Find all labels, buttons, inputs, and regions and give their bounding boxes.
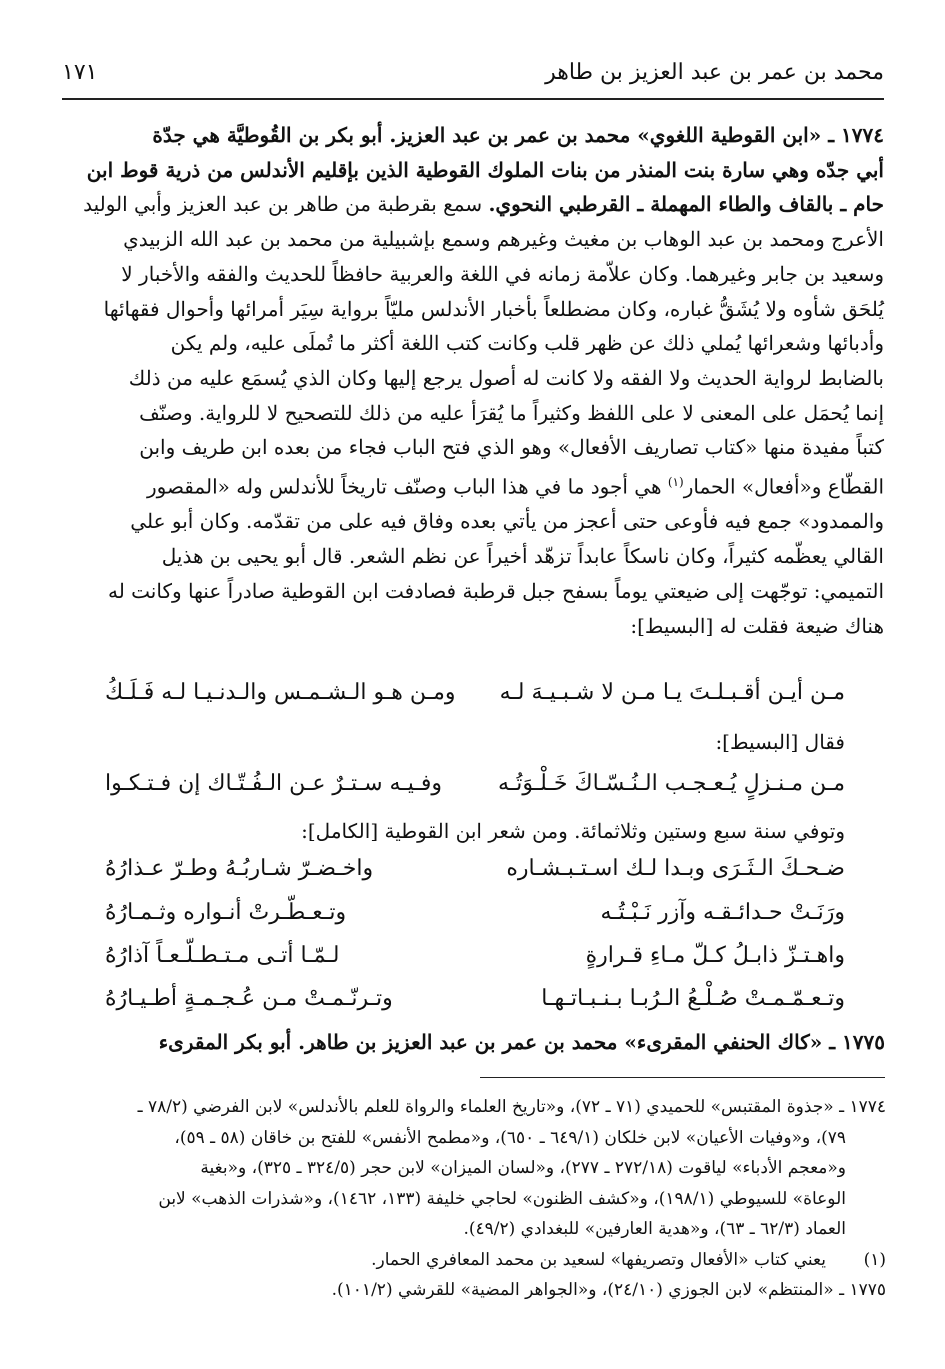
entry-line <box>60 118 884 153</box>
verse-second-hemistich: وتـعـطّـرتْ أنـواره وثـمـارُهُ <box>105 899 347 925</box>
verse-second-hemistich: وفـيـه سـتـرٌ عـن الـفُـتّـاك إن فـتـكـوا <box>105 770 442 796</box>
entry-line: بالضابط لرواية الحديث ولا الفقه ولا كانت له أصول يرجع إليها وكان الذي يُسمَع عليه من ذلك <box>128 365 884 390</box>
entry-line: القالي يعظّمه كثيراً، وكان ناسكاً عابداً تزهّد أخيراً عن نظم الشعر. قال أبو يحيى بن هذيل <box>161 544 884 569</box>
poem-line <box>105 892 845 932</box>
poem-line <box>105 978 845 1018</box>
verse-first-hemistich: مـن أيـن أقـبـلـتَ يـا مـن لا شـبـيـهَ لـه <box>499 679 845 705</box>
footnote-line: ٧٩)، و«وفيات الأعيان» لابن خلكان (٦٤٩/١ ـ ٦٥٠)، و«مطمح الأنفس» للفتح بن خاقان (٥٨ ـ ٥٩)، <box>174 1127 846 1148</box>
entry-line: وسعيد بن جابر وغيرهما. وكان علاّمة زمانه في اللغة والعربية حافظاً للحديث والفقه والأخبار لا <box>121 261 884 286</box>
entry-1775: ١٧٧٥ ـ «كاك الحنفي المقرىء» محمد بن عمر بن عبد العزيز بن طاهر. أبو بكر المقرىء <box>158 1030 885 1054</box>
running-title: محمد بن عمر بن عبد العزيز بن طاهر <box>545 59 884 85</box>
entry-line: يُلحَق شأوه ولا يُشَقُّ غباره، وكان مضطلعاً بأخبار الأندلس مليّاً برواية سِيَر أمرائها وأحوال فقهائها <box>103 296 884 321</box>
footnote-number: (١) <box>863 1249 886 1270</box>
footnote-reference: (١) <box>667 475 684 490</box>
footnote-line: ١٧٧٤ ـ «جذوة المقتبس» للحميدي (٧١ ـ ٧٢)، و«تاريخ العلماء والرواة للعلم بالأندلس» لابن الفرضي (٧٨/٢ ـ <box>137 1097 886 1117</box>
verse-second-hemistich: واخـضـرّ شـاربُـهُ وطـرّ عـذارُهُ <box>105 855 374 881</box>
verse-first-hemistich: ورَنَـتْ حـدائـقـه وآزر نَـبْـتُـه <box>600 899 845 925</box>
footnote-line: و«معجم الأدباء» لياقوت (٢٧٢/١٨ ـ ٢٧٧)، و«لسان الميزان» لابن حجر (٣٢٤/٥ ـ ٣٢٥)، و«بغية <box>200 1158 846 1178</box>
footnote-line: العماد (٦٢/٣ ـ ٦٣)، و«هدية العارفين» للبغدادي (٤٩/٢). <box>463 1219 846 1239</box>
entry-line: كتباً مفيدة منها «كتاب تصاريف الأفعال» وهو الذي فتح الباب فجاء من بعده ابن طريف وابن <box>139 435 884 460</box>
footnotes <box>60 1092 886 1306</box>
entry-heading: ١٧٧٤ ـ «ابن القوطية اللغوي» محمد بن عمر بن عبد العزيز. أبو بكر بن القُوطيَّة هي جدّة <box>152 123 884 147</box>
verse-line <box>105 672 845 712</box>
entry-line: التميمي: توجّهت إلى ضيعتي يوماً بسفح جبل قرطبة فصادفت ابن القوطية صادراً عنها وكانت له <box>107 578 884 603</box>
entry-text: سمع بقرطبة من طاهر بن عبد العزيز وأبي الوليد <box>83 192 489 217</box>
verse-line <box>105 763 845 803</box>
entry-line: وأدبائها وشعرائها يُملي ذلك عن ظهر قلب وكانت كتب اللغة أكثر ما تُملَى عليه، ولم يكن <box>170 331 884 356</box>
entry-line <box>60 153 884 188</box>
entry-1774 <box>60 118 884 643</box>
footnote-line: ١٧٧٥ ـ «المنتظم» لابن الجوزي (٢٤/١٠)، و«الجواهر المضية» للقرشي (١٠١/٢). <box>331 1280 886 1300</box>
death-line: وتوفي سنة سبع وستين وثلاثمائة. ومن شعر ابن القوطية [الكامل]: <box>301 819 845 843</box>
header-rule <box>62 98 884 100</box>
entry-line: إنما يُحمَل على المعنى لا على اللفظ وكثيراً ما يُقرَأ عليه من ذلك للتصحيح لا للرواية. وصنّف <box>139 400 884 425</box>
entry-line <box>60 187 884 222</box>
verse-first-hemistich: ضـحـكَ الـثَـرَى وبـدا لـك اسـتـبـشـاره <box>506 855 845 881</box>
entry-text: هي أجود ما في هذا الباب وصنّف تاريخاً للأندلس وله «المقصور <box>146 474 668 499</box>
verse-first-hemistich: مـن مـنـزلٍ يُـعـجـب الـنُـسّـاكَ خَـلْـوَتُـه <box>497 770 845 796</box>
verse-second-hemistich: لـمّـا أتـى مـتـطـلّـعـاً آذارُهُ <box>105 942 340 968</box>
poem-line <box>105 848 845 888</box>
footnote-rule <box>480 1077 885 1078</box>
entry-line: والممدود» جمع فيه فأوعى حتى أعجز من يأتي بعده وفاق فيه على من تقدّمه. وكان أبو علي <box>130 509 884 534</box>
reply-intro: فقال [البسيط]: <box>715 730 845 754</box>
footnote-line <box>60 1245 886 1276</box>
entry-text: القطّاع و«أفعال» الحمار <box>683 474 884 499</box>
page-number: ١٧١ <box>62 59 98 85</box>
verse-first-hemistich: واهـتـزّ ذابـلُ كـلّ مـاءِ قـرارةٍ <box>585 942 845 968</box>
entry-line: هناك ضيعة فقلت له [البسيط]: <box>630 613 884 638</box>
verse-second-hemistich: ومـن هـو الـشـمـس والـدنـيـا لـه فَـلَـكُ <box>105 679 456 705</box>
entry-heading: أبي جدّه وهي سارة بنت المنذر من بنات الملوك القوطية الذين بإقليم الأندلس من ذرية قوط ابن <box>86 157 884 182</box>
entry-line: الأعرج ومحمد بن عبد الوهاب بن مغيث وغيرهم وسمع بإشبيلية من محمد بن عبد الله الزبيدي <box>123 227 884 252</box>
verse-second-hemistich: وتـرنّـمـتْ مـن عُـجـمـةٍ أطـيـارُهُ <box>105 985 393 1011</box>
entry-heading: حام ـ بالقاف والطاء المهملة ـ القرطبي النحوي. <box>488 192 884 217</box>
verse-first-hemistich: وتـعـمّـمـتْ صُـلْـعُ الـرُبـا بـنـبـاتـهـا <box>541 985 845 1011</box>
page-header <box>62 52 884 92</box>
footnote-text: يعني كتاب «الأفعال وتصريفها» لسعيد بن محمد المعافري الحمار. <box>371 1249 826 1270</box>
footnote-line: الوعاة» للسيوطي (١٩٨/١)، و«كشف الظنون» لحاجي خليفة (١٣٣، ١٤٦٢)، و«شذرات الذهب» لابن <box>158 1188 846 1209</box>
poem-line <box>105 935 845 975</box>
entry-line <box>60 465 884 504</box>
